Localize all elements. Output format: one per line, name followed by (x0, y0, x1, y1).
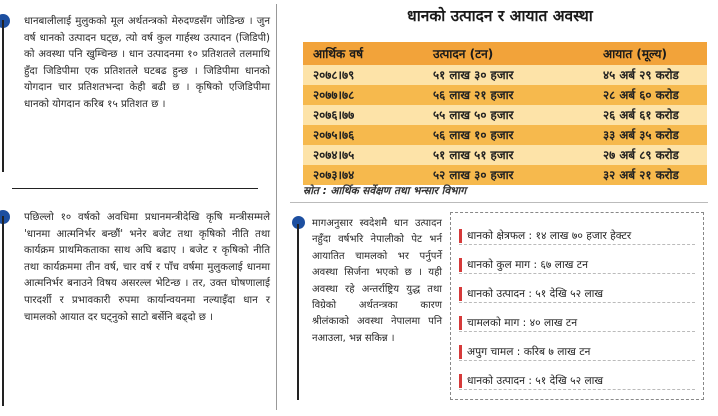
cell-production: ५१ लाख ५१ हजार (423, 145, 593, 165)
cell-year: २०७५।७६ (303, 125, 423, 145)
table-row (303, 105, 707, 125)
table-row (303, 125, 707, 145)
header-fiscal-year: आर्थिक वर्ष (303, 42, 423, 65)
fact-item: चामलको माग : ४० लाख टन (459, 314, 695, 332)
cell-production: ५५ लाख ५० हजार (423, 105, 593, 125)
cell-import: ४५ अर्ब २९ करोड (593, 65, 707, 85)
table-header-row (303, 42, 707, 65)
cell-import: ३३ अर्ब ३५ करोड (593, 125, 707, 145)
left-column (0, 0, 272, 416)
article-block-1 (2, 14, 270, 114)
fact-item: धानको क्षेत्रफल : १४ लाख ७० हजार हेक्टर (459, 227, 695, 245)
cell-production: ५२ लाख ३० हजार (423, 165, 593, 185)
production-import-table (303, 42, 707, 185)
article-block-3 (292, 216, 442, 347)
table-row (303, 65, 707, 85)
cell-year: २०७३।७४ (303, 165, 423, 185)
cell-import: २७ अर्ब ८९ करोड (593, 145, 707, 165)
cell-production: ५६ लाख १० हजार (423, 125, 593, 145)
block-rule (2, 216, 4, 406)
article-block-2 (2, 210, 270, 326)
header-production: उत्पादन (टन) (423, 42, 593, 65)
table-title: धानको उत्पादन र आयात अवस्था (407, 7, 593, 25)
cell-import: ३२ अर्ब २१ करोड (593, 165, 707, 185)
paragraph-2: पछिल्लो १० वर्षको अवधिमा प्रधानमन्त्रीदेखि कृषि मन्त्रीसम्मले 'धानमा आत्मनिर्भर बन्छौं' भनेर बजेट तथा कृषिको नीति तथा कार्यक्रम प्राथमिकताका साथ अघि बढाए । बजेट र कृषिको नीति तथा कार्यक्रममा तीन वर्ष, चार वर्ष र पाँच वर्षमा मुलुकलाई धानमा आत्मनिर्भर बनाउने विषय असरल्ल भेटिन्छ । तर, उक्त घोषणालाई पारदर्शी र प्रभावकारी रुपमा कार्यान्वयनमा नल्याइँदा धान र चामलको आयात दर घट्नुको साटो बर्सेनि बढ्दो छ । (24, 212, 270, 323)
table-row (303, 145, 707, 165)
table-source: स्रोत : आर्थिक सर्वेक्षण तथा भन्सार विभाग (303, 185, 467, 197)
fact-item: धानको उत्पादन : ५१ देखि ५२ लाख (459, 285, 695, 303)
cell-production: ५६ लाख २१ हजार (423, 85, 593, 105)
fact-item: धानको कुल माग : ६७ लाख टन (459, 256, 695, 274)
section-divider (290, 202, 708, 203)
table-row (303, 165, 707, 185)
cell-year: २०७८।७९ (303, 65, 423, 85)
block-rule (297, 224, 299, 400)
facts-box (450, 212, 704, 400)
cell-import: २६ अर्ब ६१ करोड (593, 105, 707, 125)
cell-year: २०७६।७७ (303, 105, 423, 125)
paragraph-3: मागअनुसार स्वदेशमै धान उत्पादन नहुँदा वर्षभरि नेपालीको पेट भर्न आयातित चामलको भर पर्नुपर्ने अवस्था सिर्जना भएको छ । यही अवस्था रहे अन्तर्राष्ट्रिय युद्ध तथा विग्रेको अर्थतन्त्रका कारण श्रीलंकाको अवस्था नेपालमा पनि नआउला, भन्न सकिन्न । (312, 218, 442, 344)
cell-import: २८ अर्ब ६० करोड (593, 85, 707, 105)
cell-year: २०७४।७५ (303, 145, 423, 165)
cell-production: ५१ लाख ३० हजार (423, 65, 593, 85)
section-divider (12, 188, 258, 189)
table-row (303, 85, 707, 105)
header-import: आयात (मूल्य) (593, 42, 707, 65)
cell-year: २०७७।७८ (303, 85, 423, 105)
block-rule (2, 20, 4, 172)
paragraph-1: धानबालीलाई मुलुकको मूल अर्थतन्त्रको मेरुदण्डसँग जोडिन्छ । जुन वर्ष धानको उत्पादन घट्छ, त्यो वर्ष कुल गार्हस्थ उत्पादन (जिडिपी) को अवस्था पनि खुम्चिन्छ । धान उत्पादनमा १० प्रतिशतले तलमाथि हुँदा जिडिपीमा एक प्रतिशतले घटबढ हुन्छ । जिडिपीमा धानको योगदान चार प्रतिशतभन्दा केही बढी छ । कृषिको एजिडिपीमा धानको योगदान करिब १५ प्रतिशत छ । (24, 16, 270, 110)
fact-item: धानको उत्पादन : ५१ देखि ५२ लाख (459, 372, 695, 390)
column-divider (276, 4, 277, 410)
fact-item: अपुग चामल : करिब ७ लाख टन (459, 343, 695, 361)
